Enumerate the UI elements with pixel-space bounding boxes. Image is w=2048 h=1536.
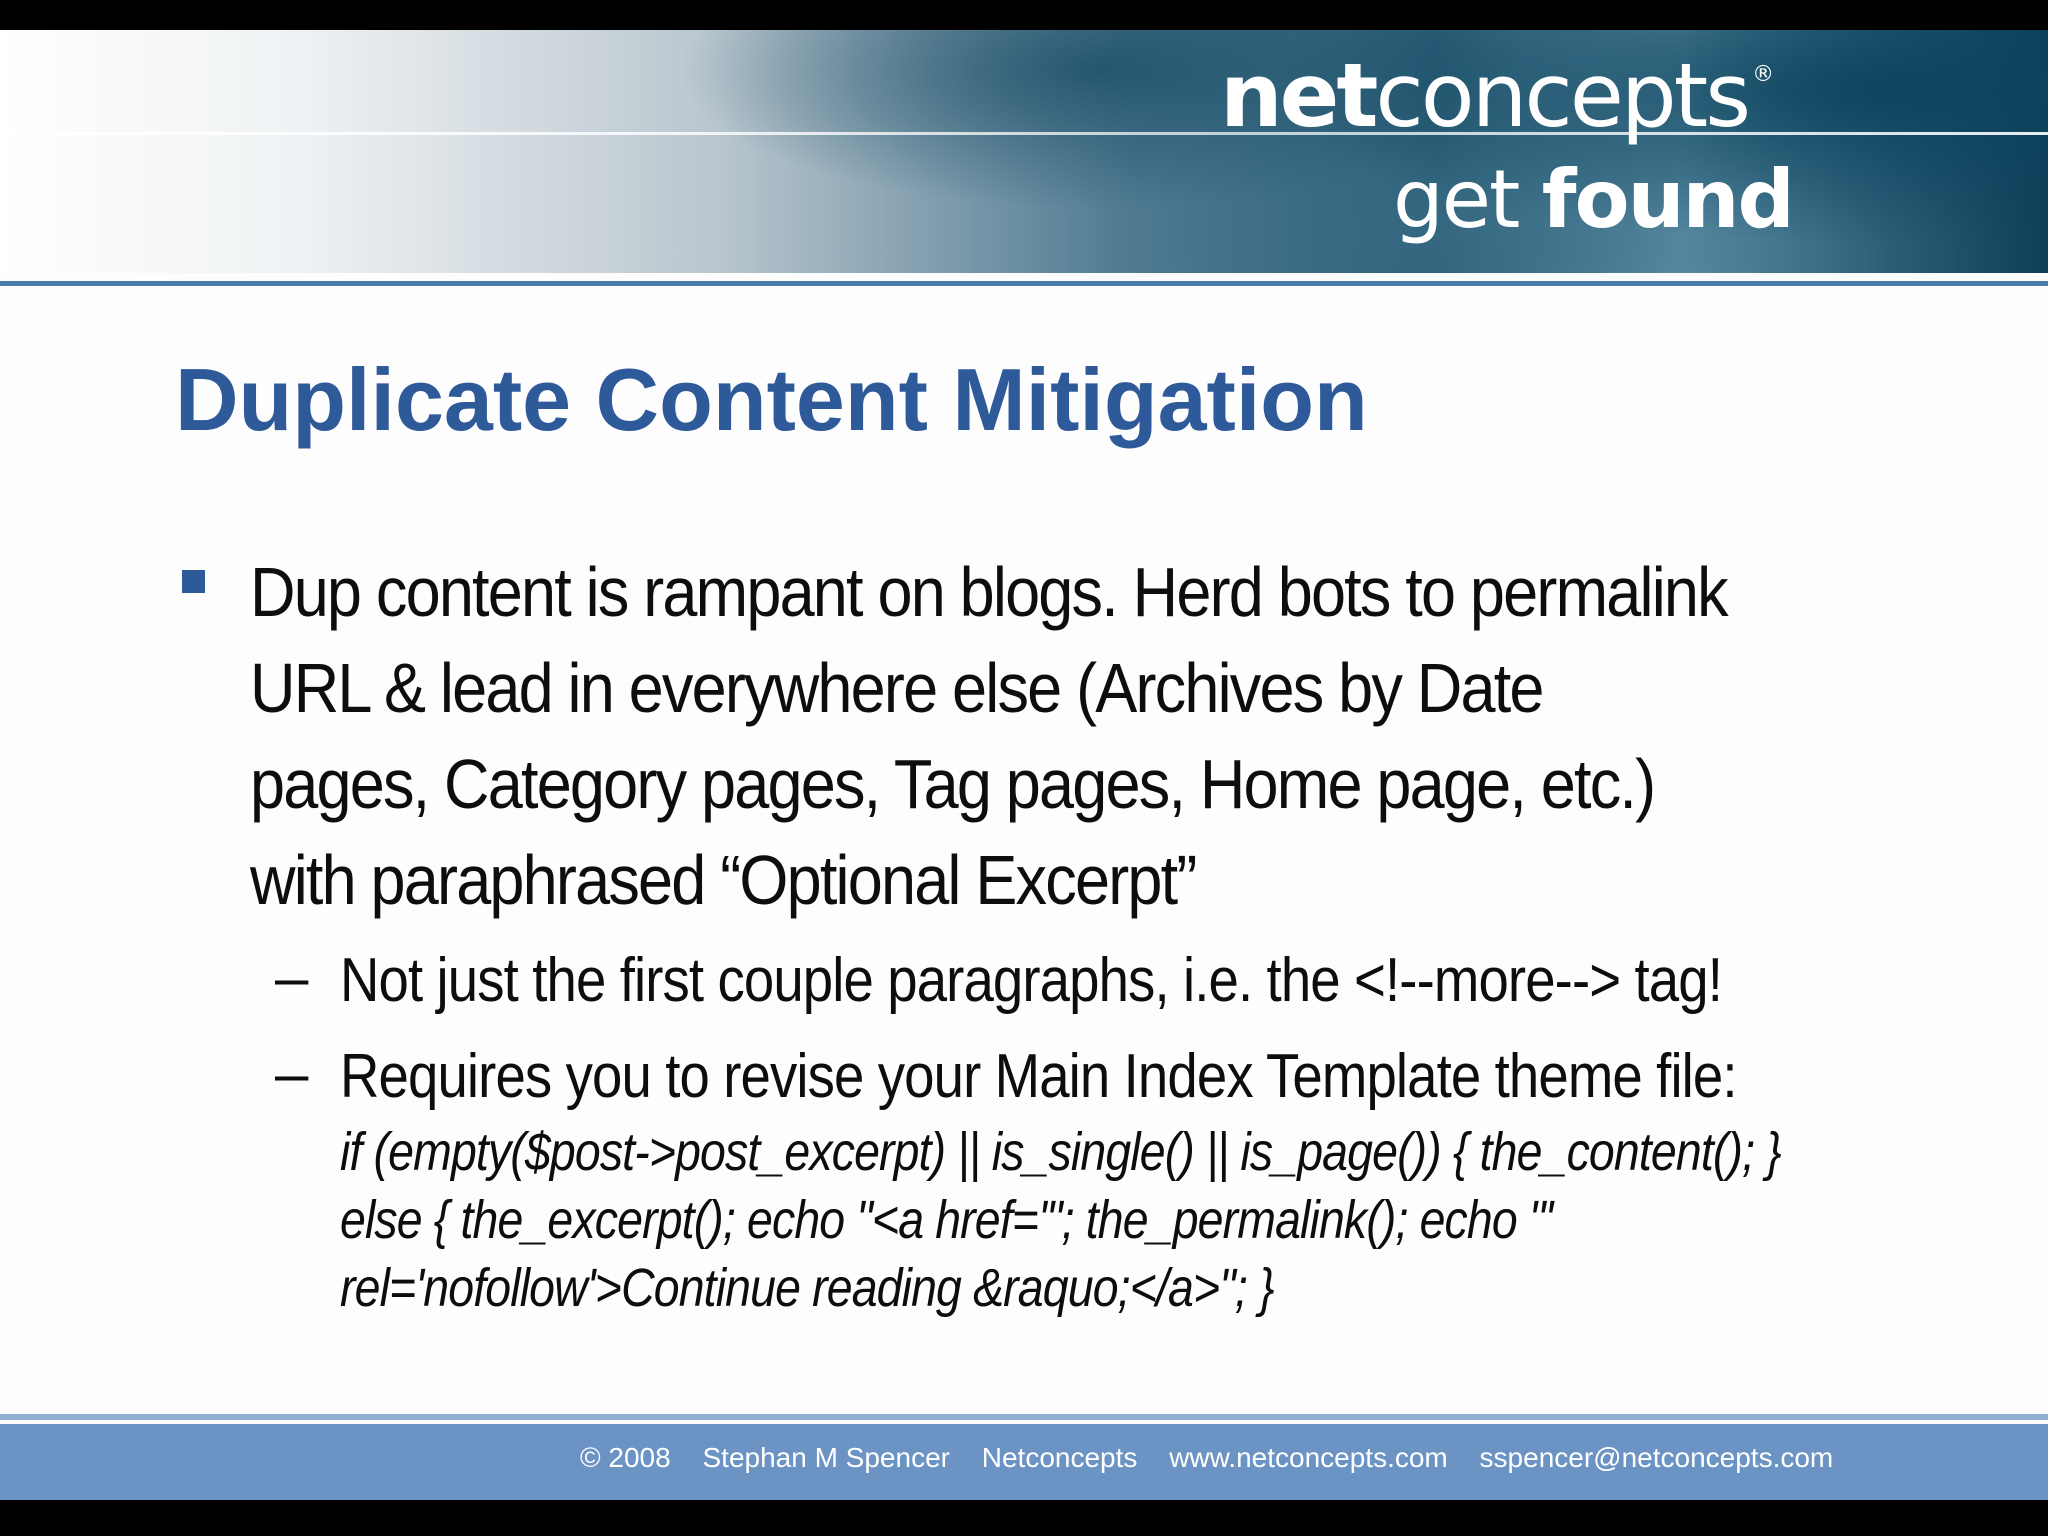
registered-mark: ®	[1752, 62, 1775, 87]
footer-copyright: © 2008	[580, 1442, 671, 1473]
netconcepts-logo	[1220, 44, 1775, 147]
footer-divider	[0, 1414, 2048, 1420]
code-line: else { the_excerpt(); echo "<a href='"; the_permalink(); echo "'	[340, 1190, 1553, 1250]
code-line: if (empty($post->post_excerpt) || is_single() || is_page()) { the_content(); }	[340, 1122, 1781, 1182]
sub-bullet-text: Not just the first couple paragraphs, i.e. the <!--more--> tag!	[340, 946, 1722, 1015]
slide	[0, 30, 2048, 1500]
footer-company: Netconcepts	[981, 1442, 1138, 1473]
code-snippet	[340, 1118, 1854, 1322]
footer-email: sspencer@netconcepts.com	[1479, 1442, 1834, 1473]
sub-bullet-marker: –	[275, 1040, 309, 1107]
header-divider	[0, 281, 2048, 286]
footer-bar	[0, 1424, 2048, 1500]
code-line: rel='nofollow'>Continue reading &raquo;</a>"; }	[340, 1258, 1274, 1318]
header-banner	[0, 30, 2048, 273]
sub-bullet-text: Requires you to revise your Main Index Template theme file:	[340, 1042, 1737, 1111]
logo-tagline	[1393, 153, 1793, 246]
logo-tagline-light: get	[1393, 153, 1542, 246]
slide-title: Duplicate Content Mitigation	[175, 350, 1368, 449]
bullet-marker	[182, 570, 205, 593]
sub-bullet-marker: –	[275, 944, 309, 1011]
footer-author: Stephan M Spencer	[702, 1442, 950, 1473]
bullet-text: Dup content is rampant on blogs. Herd bots to permalink URL & lead in everywhere else (Archives by Date pages, Category pages, Tag pages, Home page, etc.) with paraphrased “Optional Excerpt”	[250, 553, 1727, 919]
logo-brand-bold: net	[1220, 44, 1376, 147]
footer-text	[580, 1442, 1857, 1474]
logo-brand-regular: concepts	[1375, 44, 1749, 147]
logo-tagline-bold: found	[1541, 153, 1793, 246]
footer-website: www.netconcepts.com	[1169, 1442, 1448, 1473]
